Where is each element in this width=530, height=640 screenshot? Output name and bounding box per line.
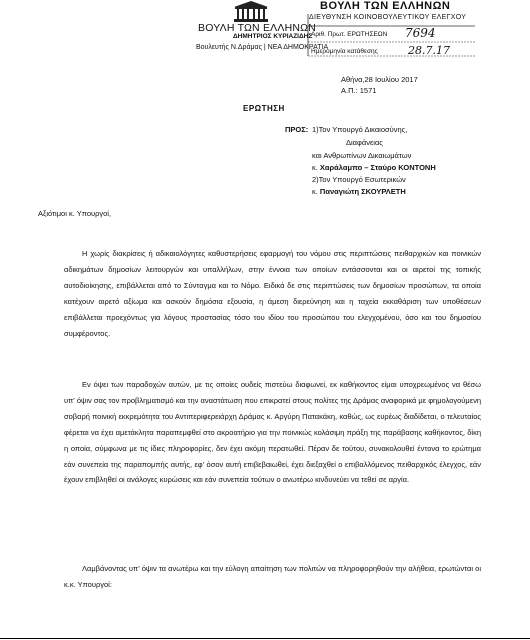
mp-role: Βουλευτής Ν.Δράμας | ΝΕΑ ΔΗΜΟΚΡΑΤΙΑ [196, 44, 329, 51]
paragraph-1: Η χωρίς διακρίσεις ή αδικαιολόγητες καθυστερήσεις εφαρμογή του νόμου στις περιπτώσεις πειθαρχικών και ποινικών αδικημάτων δημοσίων λειτουργών και υπαλλήλων, στην έννοια των οποίων εντάσσονται και οι αιρετοί της τοπικής αυτοδιοίκησης, επιβάλλεται από το Σύνταγμα και το Νόμο. Ειδικά δε στις περιπτώσεις των δημοσίων προσώπων, τα οποία κατέχουν αιρετό αξίωμα και ασκούν δημόσια εξουσία, η άμεση διερεύνηση και η ταχεία εκκαθάριση των υποθέσεων επιβάλλεται προεχόντως για λόγους προστασίας τόσο του ιδίου του προσώπου του ελεγχομένου, όσο και του δημοσίου συμφέροντος. [64, 249, 481, 338]
stamp-date-label: Ημερομηνία κατάθεσης [311, 48, 378, 55]
stamp-protocol-label: Αριθ. Πρωτ. ΕΡΩΤΗΣΕΩΝ [311, 31, 388, 38]
parliament-building-icon [232, 0, 270, 22]
recipient-1-line-4: κ. Χαράλαμπο – Σταύρο ΚΟΝΤΟΝΗ [312, 163, 436, 172]
stamp-protocol-number: 7694 [405, 26, 436, 40]
stamp-directorate: ΔΙΕΥΘΥΝΣΗ ΚΟΙΝΟΒΟΥΛΕΥΤΙΚΟΥ ΕΛΕΓΧΟΥ [309, 14, 467, 21]
recipient-2-line-1: 2)Τον Υπουργό Εσωτερικών [312, 175, 406, 184]
paragraph-3: Λαμβάνοντας υπ' όψιν τα ανωτέρω και την εύλογη απαίτηση των πολιτών να πληροφορηθούν την αλήθεια, ερωτώνται οι κ.κ. Υπουργοί: [64, 564, 481, 589]
recipients-label: ΠΡΟΣ: [285, 125, 309, 134]
document-date: Αθήνα,28 Ιουλίου 2017 [341, 75, 418, 84]
stamp-date: 28.7.17 [408, 44, 450, 57]
recipient-1-line-2: Διαφάνειας [346, 138, 383, 147]
greeting: Αξιότιμοι κ. Υπουργοί, [38, 209, 112, 218]
recipient-2-line-2: κ. Παναγιώτη ΣΚΟΥΡΛΕΤΗ [312, 187, 406, 196]
paragraph-2: Εν όψει των παραδοχών αυτών, με τις οποίες ουδείς πιστεύω διαφωνεί, εκ καθήκοντος είμαι υποχρεωμένος να θέσω υπ' όψιν σας τον προβληματισμό και την αναστάτωση που επικρατεί στους πολίτες της Δράμας αναφορικά με φημολογούμενη σοβαρή ποινική εκκρεμότητα του Αντιπεριφερειάρχη Δράμας κ. Αργύρη Πατακάκη, καθώς, ως ευρέως διαδίδεται, ο τελευταίος φέρεται να έχει αμετάκλητα παραπεμφθεί στο ακροατήριο για την ποινικώς κολάσιμη πράξη της παράβασης καθήκοντος, δίκη η οποία, σύμφωνα με τις ίδιες πληροφορίες, δεν έχει ακόμη περατωθεί. Πέραν δε τούτου, συνακολουθεί έντονα το ερώτημα εάν συνεπεία της παραπομπής αυτής, εφ' όσον αυτή επιβεβαιωθεί, έχει διεξαχθεί ο επιβαλλόμενος πειθαρχικός έλεγχος, εάν έχουν επιβληθεί οι ανάλογες κυρώσεις και εάν συνεπεία τούτων ο ανωτέρω κινδυνεύει να τεθεί σε αργία. [64, 380, 481, 485]
recipient-1-line-3: και Ανθρωπίνων Δικαιωμάτων [312, 151, 412, 160]
recipient-2-name: Παναγιώτη ΣΚΟΥΡΛΕΤΗ [319, 187, 406, 196]
bottom-edge [0, 638, 530, 639]
document-reference: Α.Π.: 1571 [341, 86, 377, 95]
recipient-1-name: Χαράλαμπο – Σταύρο ΚΟΝΤΟΝΗ [319, 163, 436, 172]
parliament-name: ΒΟΥΛΗ ΤΩΝ ΕΛΛΗΝΩΝ [198, 22, 316, 34]
recipient-1-line-1: 1)Τον Υπουργό Δικαιοσύνης, [312, 125, 408, 134]
mp-name: ΔΗΜΗΤΡΙΟΣ ΚΥΡΙΑΖΙΔΗΣ [233, 33, 313, 40]
document-title: ΕΡΩΤΗΣΗ [243, 104, 285, 113]
stamp-title: ΒΟΥΛΗ ΤΩΝ ΕΛΛΗΝΩΝ [320, 0, 451, 12]
